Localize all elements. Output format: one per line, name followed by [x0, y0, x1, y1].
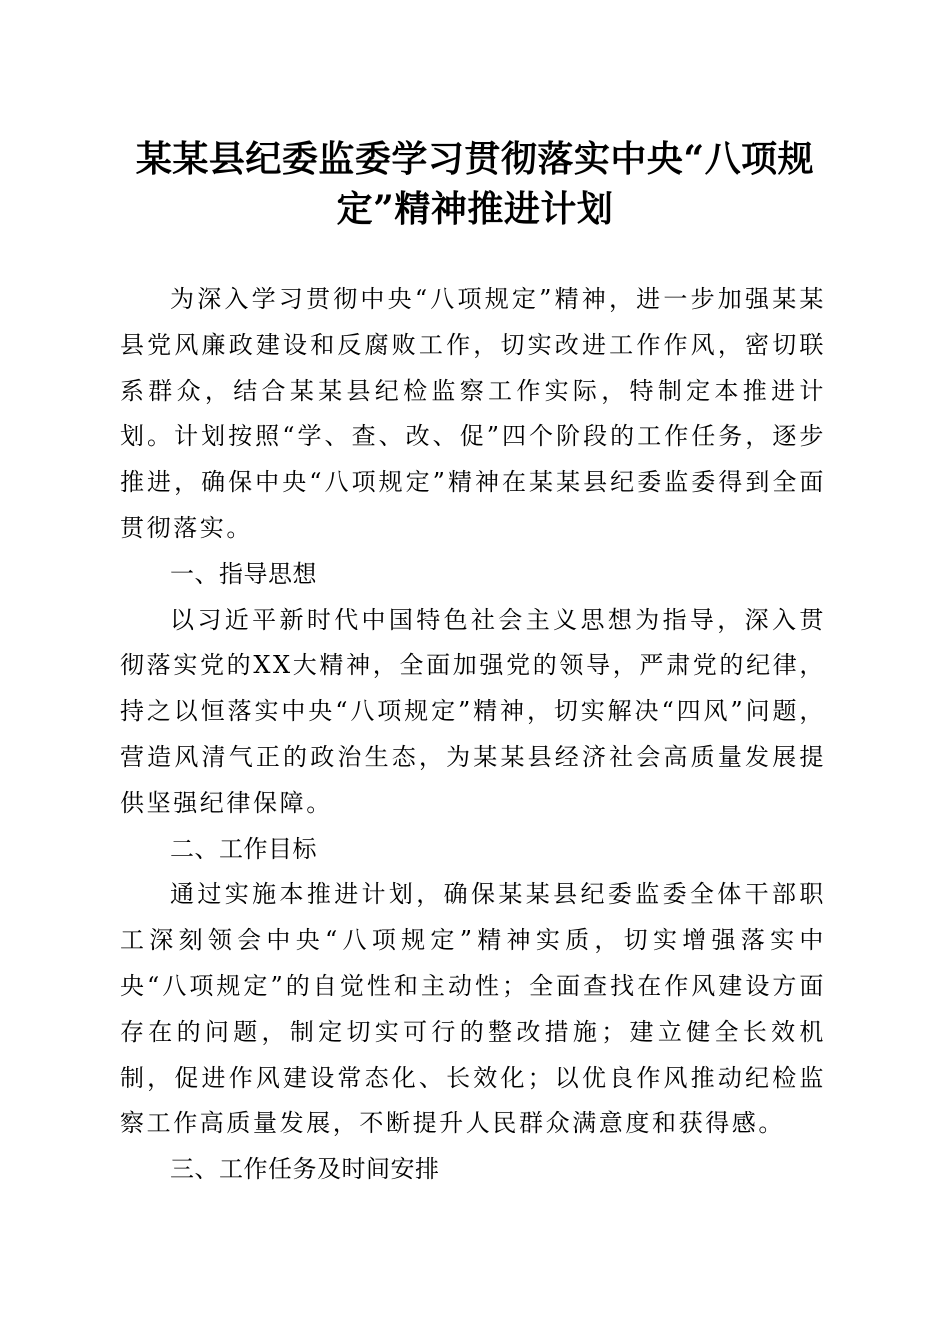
title-line-1: 某某县纪委监委学习贯彻落实中央“八项规	[135, 138, 815, 180]
section-heading-tasks-schedule: 三、工作任务及时间安排	[170, 1155, 440, 1184]
section-paragraph-work-goals: 通过实施本推进计划，确保某某县纪委监委全体干部职工深刻领会中央“八项规定”精神实质，切实增强落实中央“八项规定”的自觉性和主动性；全面查找在作风建设方面存在的问题，制定切实可行的整改措施；建立健全长效机制，促进作风建设常态化、长效化；以优良作风推动纪检监察工作高质量发展，不断提升人民群众满意度和获得感。	[120, 880, 826, 1138]
section-heading-work-goals: 二、工作目标	[170, 834, 317, 863]
section-paragraph-guiding-ideology: 以习近平新时代中国特色社会主义思想为指导，深入贯彻落实党的XX大精神，全面加强党的领导，严肃党的纪律，持之以恒落实中央“八项规定”精神，切实解决“四风”问题，营造风清气正的政治生态，为某某县经济社会高质量发展提供坚强纪律保障。	[120, 605, 826, 817]
document-title	[100, 134, 850, 234]
section-heading-guiding-ideology: 一、指导思想	[170, 559, 317, 588]
document-body	[120, 277, 826, 1193]
title-line-2: 定”精神推进计划	[336, 188, 614, 230]
intro-paragraph: 为深入学习贯彻中央“八项规定”精神，进一步加强某某县党风廉政建设和反腐败工作，切实改进工作作风，密切联系群众，结合某某县纪检监察工作实际，特制定本推进计划。计划按照“学、查、改、促”四个阶段的工作任务，逐步推进，确保中央“八项规定”精神在某某县纪委监委得到全面贯彻落实。	[120, 285, 826, 542]
